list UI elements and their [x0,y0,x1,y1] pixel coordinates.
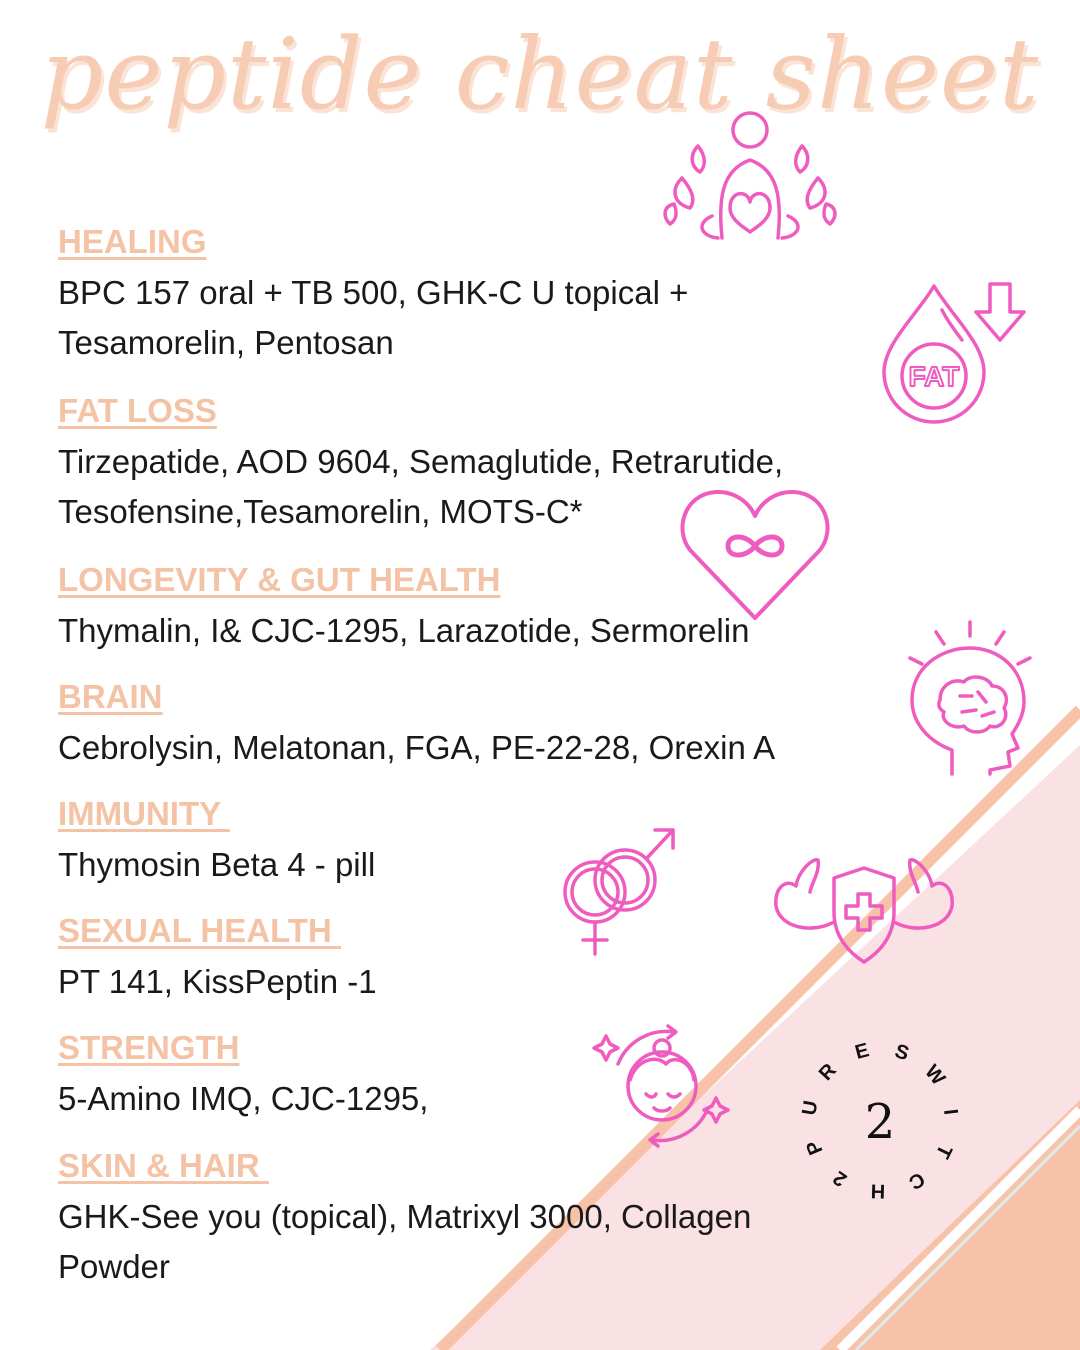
section-heading: HEALING [58,223,207,260]
meditation-heart-icon [660,108,840,248]
section-heading: SKIN & HAIR [58,1147,269,1184]
badge-center-number: 2 [864,1094,896,1150]
section-body: Tirzepatide, AOD 9604, Semaglutide, Retrarutide, Tesofensine,Tesamorelin, MOTS-C* [58,443,784,530]
section-heading: LONGEVITY & GUT HEALTH [58,561,501,598]
badge-ring-letter: R [814,1059,841,1085]
section-strength [58,1028,918,1124]
badge-ring-letter: P [802,1137,828,1158]
page-title: peptide cheat sheet [40,18,1040,132]
badge-ring-letter: E [852,1039,872,1064]
section-heading: IMMUNITY [58,795,230,832]
section-heading: BRAIN [58,678,163,715]
brand-logo-badge [790,1030,970,1210]
fat-icon-label: FAT [908,361,960,392]
shield-muscle-icon [772,852,957,967]
badge-ring-letter: I [938,1107,962,1116]
badge-ring-letter: W [920,1060,950,1090]
section-body: Thymalin, I& CJC-1295, Larazotide, Sermorelin [58,612,750,649]
section-heading: SEXUAL HEALTH [58,912,341,949]
badge-ring-letter: U [798,1098,823,1117]
brand-logo [790,1030,970,1210]
section-body: GHK-See you (topical), Matrixyl 3000, Collagen Powder [58,1198,752,1285]
section-body: BPC 157 oral + TB 500, GHK-C U topical + Tesamorelin, Pentosan [58,274,689,361]
gender-symbols-icon [555,822,685,962]
section-heading: FAT LOSS [58,392,217,429]
badge-ring-letter: C [904,1167,929,1194]
face-skincare-icon [596,1024,731,1149]
badge-ring-letter: H [870,1179,886,1202]
section-body: PT 141, KissPeptin -1 [58,963,377,1000]
section-heading: STRENGTH [58,1029,240,1066]
section-body: Thymosin Beta 4 - pill [58,846,376,883]
section-skin-hair [58,1146,918,1292]
section-body: 5-Amino IMQ, CJC-1295, [58,1080,429,1117]
head-brain-icon [900,620,1040,780]
section-body: Cebrolysin, Melatonan, FGA, PE-22-28, Orexin A [58,729,776,766]
badge-ring-letter: T [930,1140,957,1162]
infinity-heart-icon [680,488,830,623]
badge-ring-letter: 2 [829,1166,851,1191]
fat-drop-down-arrow-icon [882,282,1032,422]
section-brain [58,677,918,773]
badge-ring-letter: S [892,1040,912,1066]
